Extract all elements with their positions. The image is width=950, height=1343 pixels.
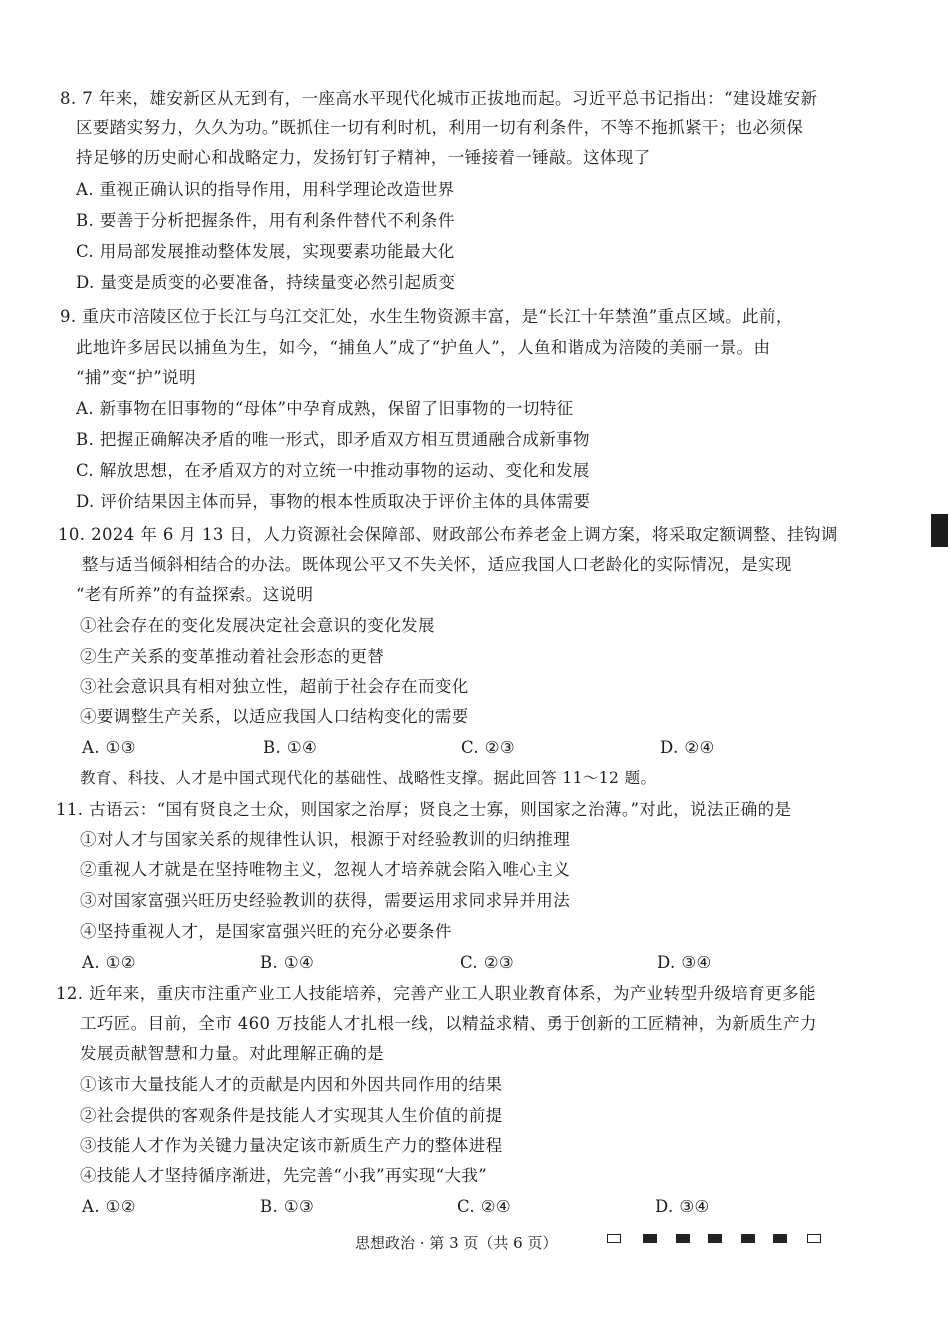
question-8-option-b: B. 要善于分析把握条件，用有利条件替代不利条件 bbox=[76, 211, 455, 230]
question-8-option-a: A. 重视正确认识的指导作用，用科学理论改造世界 bbox=[76, 180, 455, 199]
question-12-stem-line-1: 12. 近年来，重庆市注重产业工人技能培养，完善产业工人职业教育体系，为产业转型升级培育更多能 bbox=[56, 984, 816, 1003]
question-11-item-1: ①对人才与国家关系的规律性认识，根源于对经验教训的归纳推理 bbox=[80, 830, 571, 849]
question-12-item-1: ①该市大量技能人才的贡献是内因和外因共同作用的结果 bbox=[80, 1075, 503, 1094]
question-9-stem-line-1: 9. 重庆市涪陵区位于长江与乌江交汇处，水生生物资源丰富，是“长江十年禁渔”重点区域。此前， bbox=[60, 307, 793, 326]
question-10-choice-d: D. ②④ bbox=[660, 738, 715, 757]
code-box-filled bbox=[773, 1234, 787, 1243]
question-10-item-4: ④要调整生产关系，以适应我国人口结构变化的需要 bbox=[80, 707, 469, 726]
question-12-choice-a: A. ①② bbox=[82, 1197, 136, 1216]
question-12-choice-c: C. ②④ bbox=[457, 1197, 512, 1216]
question-11-item-3: ③对国家富强兴旺历史经验教训的获得，需要运用求同求异并用法 bbox=[80, 891, 571, 910]
question-10-stem-line-2: 整与适当倾斜相结合的办法。既体现公平又不失关怀，适应我国人口老龄化的实际情况，是实现 bbox=[82, 555, 792, 574]
question-10-choice-b: B. ①④ bbox=[263, 738, 318, 757]
code-box-filled bbox=[708, 1234, 722, 1243]
question-8-option-c: C. 用局部发展推动整体发展，实现要素功能最大化 bbox=[76, 242, 455, 261]
question-10-stem-line-3: “老有所养”的有益探索。这说明 bbox=[76, 585, 314, 604]
question-11-choice-c: C. ②③ bbox=[460, 953, 515, 972]
question-8-stem-line-3: 持足够的历史耐心和战略定力，发扬钉钉子精神，一锤接着一锤敲。这体现了 bbox=[76, 148, 651, 167]
question-12-item-2: ②社会提供的客观条件是技能人才实现其人生价值的前提 bbox=[80, 1106, 503, 1125]
question-12-choice-b: B. ①③ bbox=[260, 1197, 315, 1216]
question-12-item-3: ③技能人才作为关键力量决定该市新质生产力的整体进程 bbox=[80, 1136, 503, 1155]
question-11-choice-b: B. ①④ bbox=[260, 953, 315, 972]
question-8-stem-line-2: 区要踏实努力，久久为功。”既抓住一切有利时机，利用一切有利条件，不等不拖抓紧干；也必须保 bbox=[76, 118, 804, 137]
question-9-option-d: D. 评价结果因主体而异，事物的根本性质取决于评价主体的具体需要 bbox=[76, 492, 591, 511]
question-12-choice-d: D. ③④ bbox=[655, 1197, 710, 1216]
question-10-choice-c: C. ②③ bbox=[461, 738, 516, 757]
question-12-item-4: ④技能人才坚持循序渐进，先完善“小我”再实现“大我” bbox=[80, 1166, 488, 1185]
question-9-stem-line-3: “捕”变“护”说明 bbox=[76, 368, 196, 387]
question-12-stem-line-2: 工巧匠。目前，全市 460 万技能人才扎根一线，以精益求精、勇于创新的工匠精神，为新质生产力 bbox=[80, 1014, 817, 1033]
question-11-choice-a: A. ①② bbox=[82, 953, 136, 972]
code-box-filled bbox=[741, 1234, 755, 1243]
code-box-empty bbox=[807, 1234, 821, 1243]
question-10-item-2: ②生产关系的变革推动着社会形态的更替 bbox=[80, 647, 385, 666]
question-10-item-1: ①社会存在的变化发展决定社会意识的变化发展 bbox=[80, 616, 435, 635]
question-10-item-3: ③社会意识具有相对独立性，超前于社会存在而变化 bbox=[80, 677, 469, 696]
scan-registration-mark bbox=[931, 514, 948, 547]
question-10-stem-line-1: 10. 2024 年 6 月 13 日，人力资源社会保障部、财政部公布养老金上调方案，将采取定额调整、挂钩调 bbox=[58, 525, 838, 544]
question-8-option-d: D. 量变是质变的必要准备，持续量变必然引起质变 bbox=[76, 273, 456, 292]
question-11-item-2: ②重视人才就是在坚持唯物主义，忽视人才培养就会陷入唯心主义 bbox=[80, 860, 571, 879]
code-box-filled bbox=[676, 1234, 690, 1243]
question-11-choice-d: D. ③④ bbox=[657, 953, 712, 972]
question-8-stem-line-1: 8. 7 年来，雄安新区从无到有，一座高水平现代化城市正拔地而起。习近平总书记指出：“建设雄安新 bbox=[60, 89, 818, 108]
page-footer-label: 思想政治 · 第 3 页（共 6 页） bbox=[355, 1234, 558, 1252]
question-11-stem-line-1: 11. 古语云：“国有贤良之士众，则国家之治厚；贤良之士寡，则国家之治薄。”对此，说法正确的是 bbox=[56, 800, 792, 819]
question-10-choice-a: A. ①③ bbox=[82, 738, 136, 757]
question-11-item-4: ④坚持重视人才，是国家富强兴旺的充分必要条件 bbox=[80, 922, 452, 941]
question-9-option-b: B. 把握正确解决矛盾的唯一形式，即矛盾双方相互贯通融合成新事物 bbox=[76, 430, 590, 449]
question-12-stem-line-3: 发展贡献智慧和力量。对此理解正确的是 bbox=[80, 1044, 385, 1063]
question-9-option-a: A. 新事物在旧事物的“母体”中孕育成熟，保留了旧事物的一切特征 bbox=[76, 399, 574, 418]
question-9-stem-line-2: 此地许多居民以捕鱼为生，如今，“捕鱼人”成了“护鱼人”，人鱼和谐成为涪陵的美丽一景。由 bbox=[76, 338, 771, 357]
code-box-filled bbox=[643, 1234, 657, 1243]
code-box-empty bbox=[607, 1234, 621, 1243]
section-intro-11-12: 教育、科技、人才是中国式现代化的基础性、战略性支撑。据此回答 11～12 题。 bbox=[80, 769, 657, 787]
question-9-option-c: C. 解放思想，在矛盾双方的对立统一中推动事物的运动、变化和发展 bbox=[76, 461, 590, 480]
